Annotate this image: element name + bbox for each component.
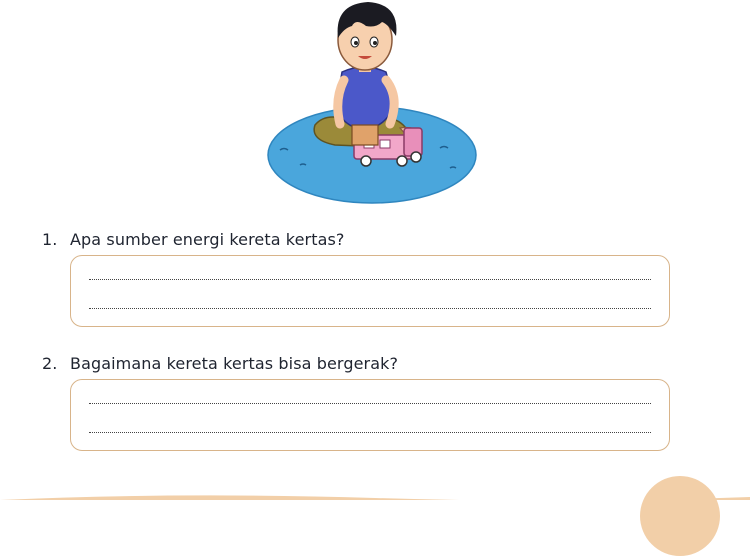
answer-line: [89, 432, 651, 433]
question-2: [42, 354, 398, 373]
question-1: [42, 230, 345, 249]
question-1-number: 1.: [42, 230, 58, 249]
question-2-number: 2.: [42, 354, 58, 373]
question-2-text: Bagaimana kereta kertas bisa bergerak?: [70, 354, 399, 373]
question-1-text: Apa sumber energi kereta kertas?: [70, 230, 345, 249]
answer-line: [89, 403, 651, 404]
answer-line: [89, 279, 651, 280]
boy-playing-paper-train-illustration: [260, 0, 490, 210]
answer-line: [89, 308, 651, 309]
footer-decoration: [0, 492, 750, 500]
answer-box-2[interactable]: [70, 379, 670, 451]
answer-box-1[interactable]: [70, 255, 670, 327]
page-number-circle: [640, 476, 720, 556]
